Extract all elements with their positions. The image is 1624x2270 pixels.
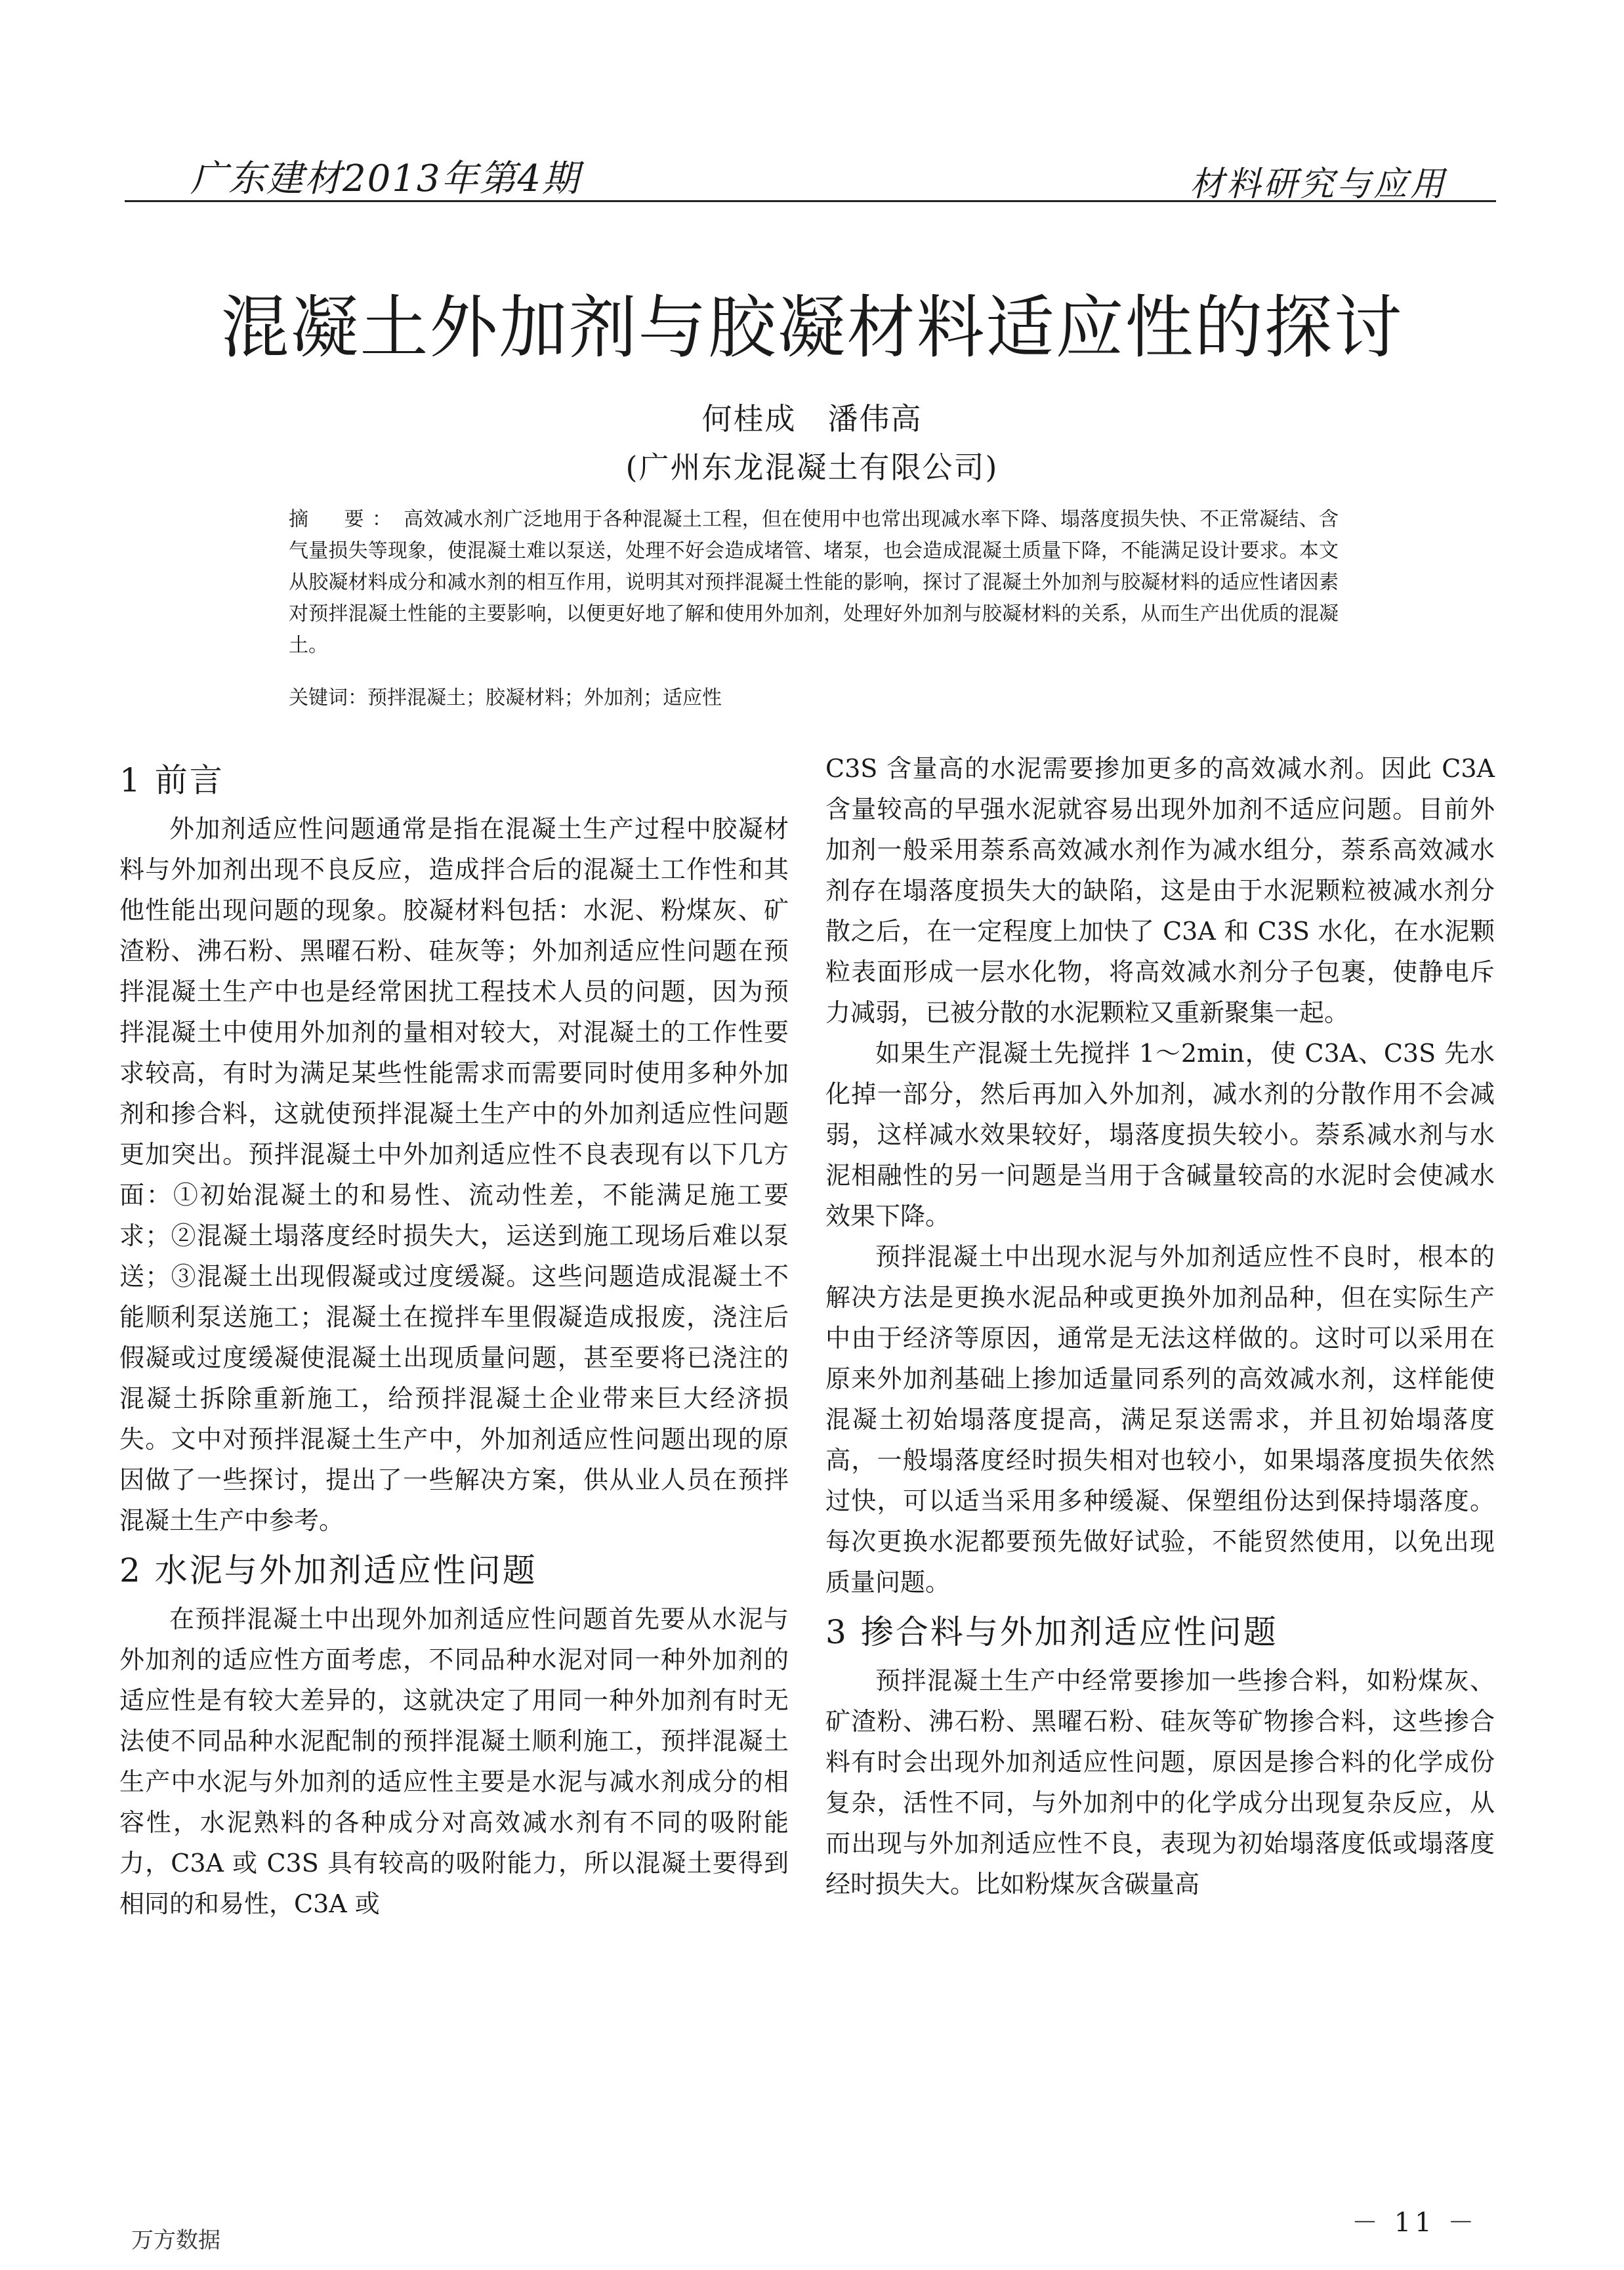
page-number: － 11 － bbox=[1352, 2208, 1478, 2238]
left-column bbox=[119, 748, 789, 1924]
right-column bbox=[825, 748, 1495, 1904]
abstract-label: 摘 要： bbox=[289, 508, 400, 531]
section-2-paragraph-2: 如果生产混凝土先搅拌 1～2min，使 C3A、C3S 先水化掉一部分，然后再加入外加剂，减水剂的分散作用不会减弱，这样减水效果较好，塌落度损失较小。萘系减水剂与水泥相融性的另一问题是当用于含碱量较高的水泥时会使减水效果下降。 bbox=[825, 1039, 1495, 1230]
section-2-paragraph-3: 预拌混凝土中出现水泥与外加剂适应性不良时，根本的解决方法是更换水泥品种或更换外加剂品种，但在实际生产中由于经济等原因，通常是无法这样做的。这时可以采用在原来外加剂基础上掺加适量同系列的高效减水剂，这样能使混凝土初始塌落度提高，满足泵送需求，并且初始塌落度高，一般塌落度经时损失相对也较小，如果塌落度损失依然过快，可以适当采用多种缓凝、保塑组份达到保持塌落度。每次更换水泥都要预先做好试验，不能贸然使用，以免出现质量问题。 bbox=[825, 1242, 1495, 1597]
authors: 何桂成 潘伟高 bbox=[701, 401, 923, 436]
section-1-heading: 1 前言 bbox=[119, 761, 224, 799]
keywords bbox=[289, 683, 1339, 714]
section-2-paragraph-1: 在预拌混凝土中出现外加剂适应性问题首先要从水泥与外加剂的适应性方面考虑，不同品种水泥对同一种外加剂的适应性是有较大差异的，这就决定了用同一种外加剂有时无法使不同品种水泥配制的预拌混凝土顺利施工，预拌混凝土生产中水泥与外加剂的适应性主要是水泥与减水剂成分的相容性，水泥熟料的各种成分对高效减水剂有不同的吸附能力，C3A 或 C3S 具有较高的吸附能力，所以混凝土要得到相同的和易性，C3A 或 bbox=[119, 1605, 789, 1918]
section-3-paragraph-1: 预拌混凝土生产中经常要掺加一些掺合料，如粉煤灰、矿渣粉、沸石粉、黑曜石粉、硅灰等矿物掺合料，这些掺合料有时会出现外加剂适应性问题，原因是掺合料的化学成份复杂，活性不同，与外加剂中的化学成分出现复杂反应，从而出现与外加剂适应性不良，表现为初始塌落度低或塌落度经时损失大。比如粉煤灰含碳量高 bbox=[825, 1666, 1495, 1899]
section-3-heading: 3 掺合料与外加剂适应性问题 bbox=[825, 1613, 1278, 1651]
paper-title: 混凝土外加剂与胶凝材料适应性的探讨 bbox=[220, 287, 1404, 368]
abstract bbox=[289, 504, 1339, 662]
affiliation: (广州东龙混凝土有限公司) bbox=[625, 450, 999, 485]
section-header: 材料研究与应用 bbox=[1189, 165, 1447, 204]
section-1-paragraph: 外加剂适应性问题通常是指在混凝土生产过程中胶凝材料与外加剂出现不良反应，造成拌合后的混凝土工作性和其他性能出现问题的现象。胶凝材料包括：水泥、粉煤灰、矿渣粉、沸石粉、黑曜石粉、硅灰等；外加剂适应性问题在预拌混凝土生产中也是经常困扰工程技术人员的问题，因为预拌混凝土中使用外加剂的量相对较大，对混凝土的工作性要求较高，有时为满足某些性能需求而需要同时使用多种外加剂和掺合料，这就使预拌混凝土生产中的外加剂适应性问题更加突出。预拌混凝土中外加剂适应性不良表现有以下几方面：①初始混凝土的和易性、流动性差，不能满足施工要求；②混凝土塌落度经时损失大，运送到施工现场后难以泵送；③混凝土出现假凝或过度缓凝。这些问题造成混凝土不能顺利泵送施工；混凝土在搅拌车里假凝造成报废，浇注后假凝或过度缓凝使混凝土出现质量问题，甚至要将已浇注的混凝土拆除重新施工，给预拌混凝土企业带来巨大经济损失。文中对预拌混凝土生产中，外加剂适应性问题出现的原因做了一些探讨，提出了一些解决方案，供从业人员在预拌混凝土生产中参考。 bbox=[119, 814, 789, 1535]
journal-header: 广东建材2013年第4期 bbox=[190, 158, 581, 200]
keywords-text: 预拌混凝土；胶凝材料；外加剂；适应性 bbox=[367, 686, 722, 709]
keywords-label: 关键词： bbox=[289, 686, 367, 709]
abstract-text: 高效减水剂广泛地用于各种混凝土工程，但在使用中也常出现减水率下降、塌落度损失快、不正常凝结、含气量损失等现象，使混凝土难以泵送，处理不好会造成堵管、堵泵，也会造成混凝土质量下降，不能满足设计要求。本文从胶凝材料成分和减水剂的相互作用，说明其对预拌混凝土性能的影响，探讨了混凝土外加剂与胶凝材料的适应性诸因素对预拌混凝土性能的主要影响，以便更好地了解和使用外加剂，处理好外加剂与胶凝材料的关系，从而生产出优质的混凝土。 bbox=[289, 508, 1339, 657]
watermark: 万方数据 bbox=[131, 2227, 220, 2254]
section-2-paragraph-1-continued: C3S 含量高的水泥需要掺加更多的高效减水剂。因此 C3A 含量较高的早强水泥就容易出现外加剂不适应问题。目前外加剂一般采用萘系高效减水剂作为减水组分，萘系高效减水剂存在塌落度损失大的缺陷，这是由于水泥颗粒被减水剂分散之后，在一定程度上加快了 C3A 和 C3S 水化，在水泥颗粒表面形成一层水化物，将高效减水剂分子包裹，使静电斥力减弱，已被分散的水泥颗粒又重新聚集一起。 bbox=[825, 754, 1495, 1027]
section-2-heading: 2 水泥与外加剂适应性问题 bbox=[119, 1551, 537, 1589]
header-divider bbox=[125, 200, 1496, 202]
